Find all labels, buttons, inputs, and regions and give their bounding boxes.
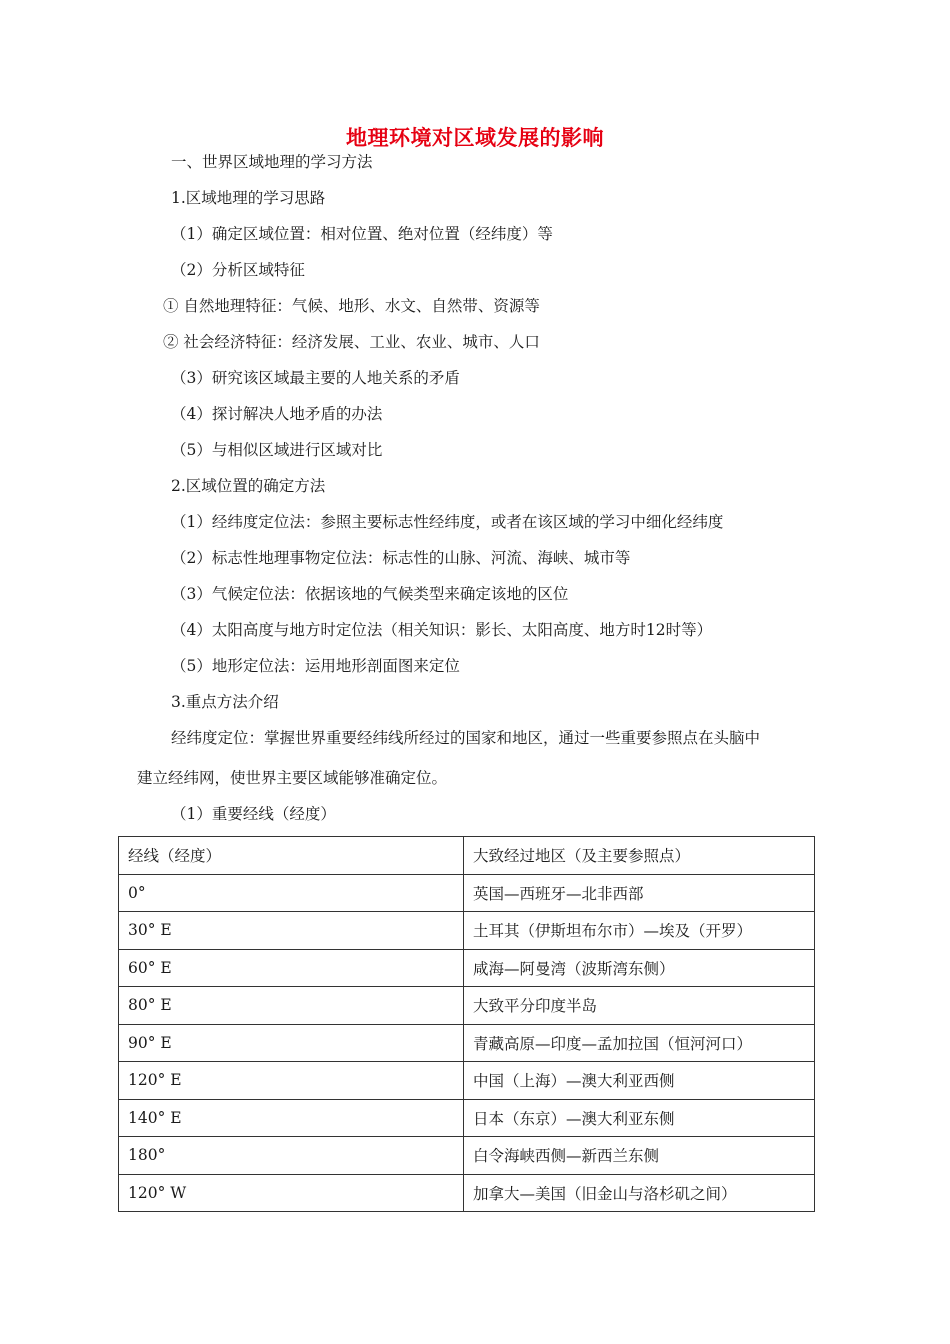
table-row (119, 949, 815, 987)
region-cell: 土耳其（伊斯坦布尔市）—埃及（开罗） (464, 912, 815, 950)
longitude-cell: 90° E (119, 1024, 464, 1062)
longitude-cell: 80° E (119, 987, 464, 1025)
table-row (119, 874, 815, 912)
paragraph-line-1: 经纬度定位：掌握世界重要经纬线所经过的国家和地区，通过一些重要参照点在头脑中 (171, 729, 761, 747)
longitude-cell: 30° E (119, 912, 464, 950)
table-row (119, 1137, 815, 1175)
table-row (119, 1099, 815, 1137)
longitude-cell: 180° (119, 1137, 464, 1175)
list-item: ② 社会经济特征：经济发展、工业、农业、城市、人口 (163, 333, 540, 351)
longitude-cell: 60° E (119, 949, 464, 987)
subsection-heading-3: 3.重点方法介绍 (171, 693, 279, 711)
table-header-row (119, 837, 815, 875)
table-row (119, 987, 815, 1025)
region-cell: 中国（上海）—澳大利亚西侧 (464, 1062, 815, 1100)
region-cell: 日本（东京）—澳大利亚东侧 (464, 1099, 815, 1137)
longitude-cell: 0° (119, 874, 464, 912)
table-row (119, 1174, 815, 1212)
header-cell-region: 大致经过地区（及主要参照点） (464, 837, 815, 875)
list-item: （2）标志性地理事物定位法：标志性的山脉、河流、海峡、城市等 (171, 549, 631, 567)
list-item: （1）经纬度定位法：参照主要标志性经纬度，或者在该区域的学习中细化经纬度 (171, 513, 724, 531)
longitude-cell: 140° E (119, 1099, 464, 1137)
list-item: ① 自然地理特征：气候、地形、水文、自然带、资源等 (163, 297, 540, 315)
header-cell-longitude: 经线（经度） (119, 837, 464, 875)
table-row (119, 1024, 815, 1062)
region-cell: 英国—西班牙—北非西部 (464, 874, 815, 912)
region-cell: 加拿大—美国（旧金山与洛杉矶之间） (464, 1174, 815, 1212)
longitude-table (118, 836, 815, 1212)
section-heading-1: 一、世界区域地理的学习方法 (171, 153, 373, 171)
document-title: 地理环境对区域发展的影响 (346, 126, 604, 150)
list-item: （5）地形定位法：运用地形剖面图来定位 (171, 657, 460, 675)
subsection-heading-1: 1.区域地理的学习思路 (171, 189, 326, 207)
list-item: （3）研究该区域最主要的人地关系的矛盾 (171, 369, 460, 387)
list-item: （5）与相似区域进行区域对比 (171, 441, 383, 459)
region-cell: 咸海—阿曼湾（波斯湾东侧） (464, 949, 815, 987)
region-cell: 大致平分印度半岛 (464, 987, 815, 1025)
list-item: （2）分析区域特征 (171, 261, 305, 279)
longitude-cell: 120° W (119, 1174, 464, 1212)
paragraph-line-2: 建立经纬网，使世界主要区域能够准确定位。 (137, 769, 448, 787)
table-row (119, 1062, 815, 1100)
list-item: （3）气候定位法：依据该地的气候类型来确定该地的区位 (171, 585, 569, 603)
list-item: （4）太阳高度与地方时定位法（相关知识：影长、太阳高度、地方时12时等） (171, 621, 713, 639)
region-cell: 青藏高原—印度—孟加拉国（恒河河口） (464, 1024, 815, 1062)
table-row (119, 912, 815, 950)
list-item: （4）探讨解决人地矛盾的办法 (171, 405, 383, 423)
list-item: （1）确定区域位置：相对位置、绝对位置（经纬度）等 (171, 225, 553, 243)
region-cell: 白令海峡西侧—新西兰东侧 (464, 1137, 815, 1175)
table-caption: （1）重要经线（经度） (171, 805, 336, 823)
subsection-heading-2: 2.区域位置的确定方法 (171, 477, 326, 495)
longitude-cell: 120° E (119, 1062, 464, 1100)
